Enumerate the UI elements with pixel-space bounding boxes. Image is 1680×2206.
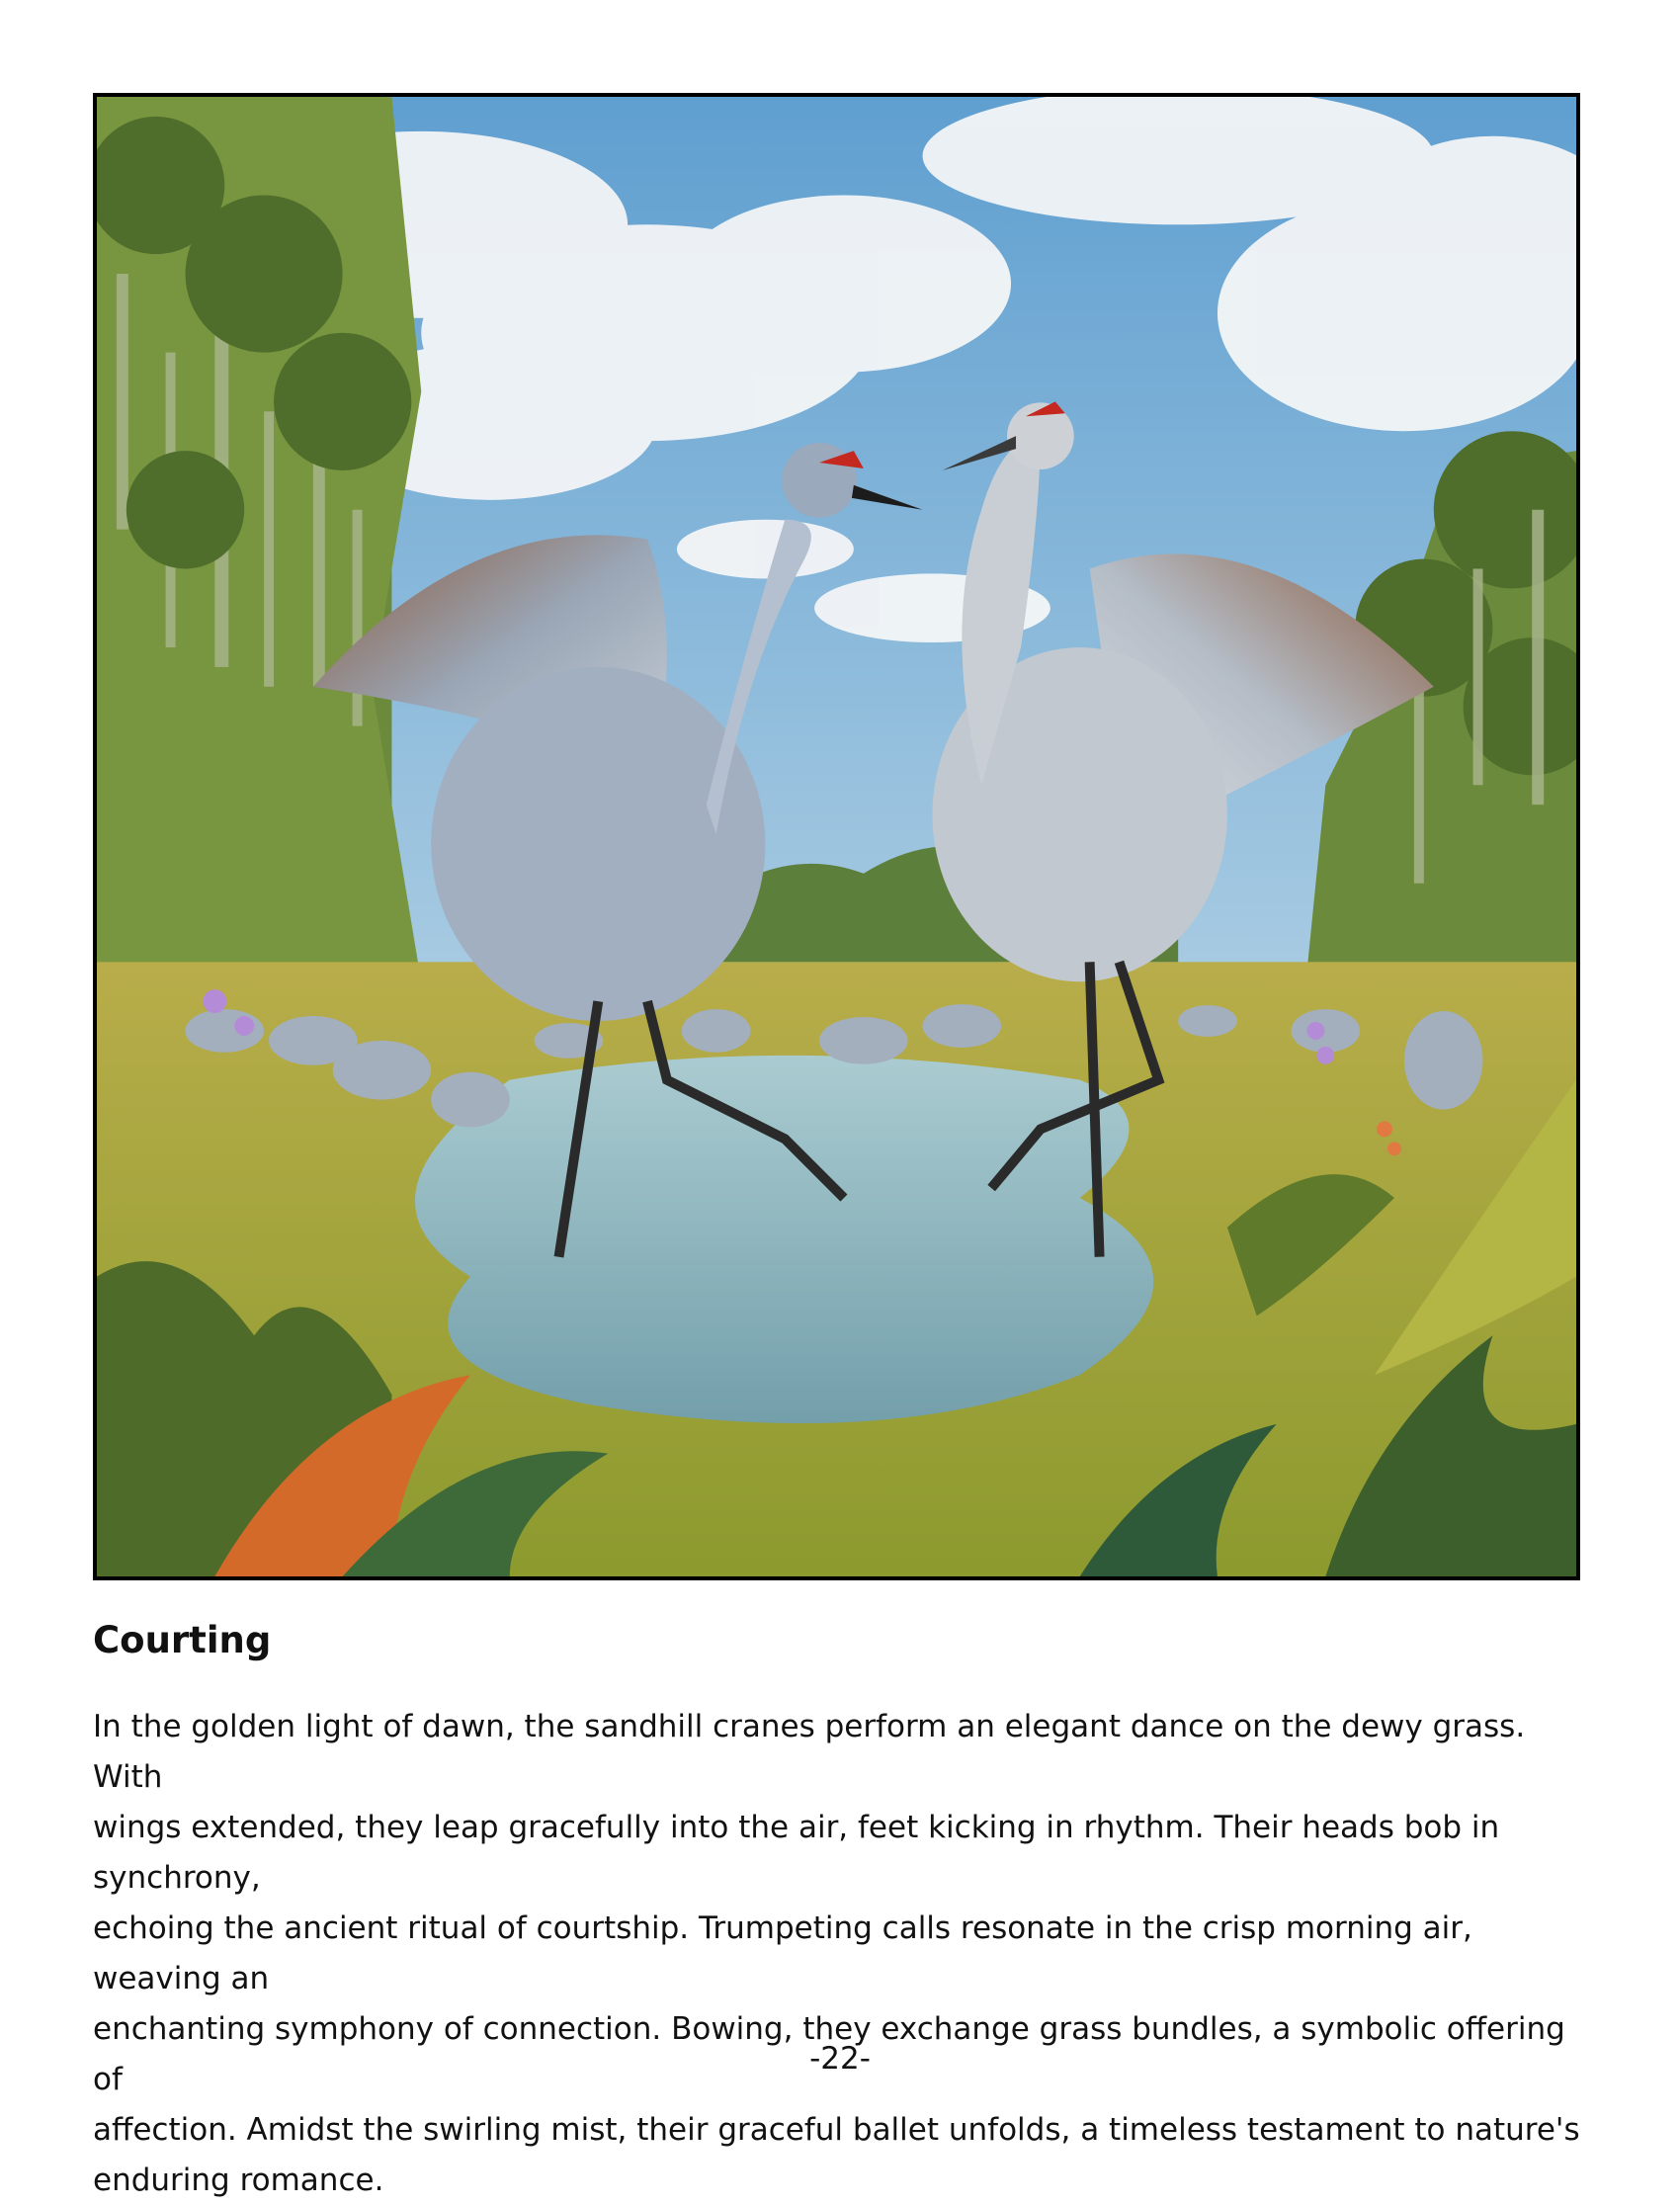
left-trees	[97, 97, 421, 981]
section-heading: Courting	[93, 1619, 272, 1661]
body-paragraph: In the golden light of dawn, the sandhill cranes perform an elegant dance on the dewy grass. With wings extended, they leap gracefully into the air, feet kicking in rhythm. Their heads bob in synchrony, echoing the ancient ritual of courtship. Trumpeting calls resonate in the crisp morning air, weaving an enchanting symphony of connection. Bowing, they exchange grass bundles, a symbolic offering of affection. Amidst the swirling mist, their graceful ballet unfolds, a timeless testament to nature's enduring romance.	[93, 1709, 1580, 2198]
page-number: -22-	[809, 2041, 871, 2077]
crane-illustration-art	[97, 97, 1576, 1576]
crane-illustration	[93, 93, 1580, 1580]
water	[415, 1056, 1153, 1423]
